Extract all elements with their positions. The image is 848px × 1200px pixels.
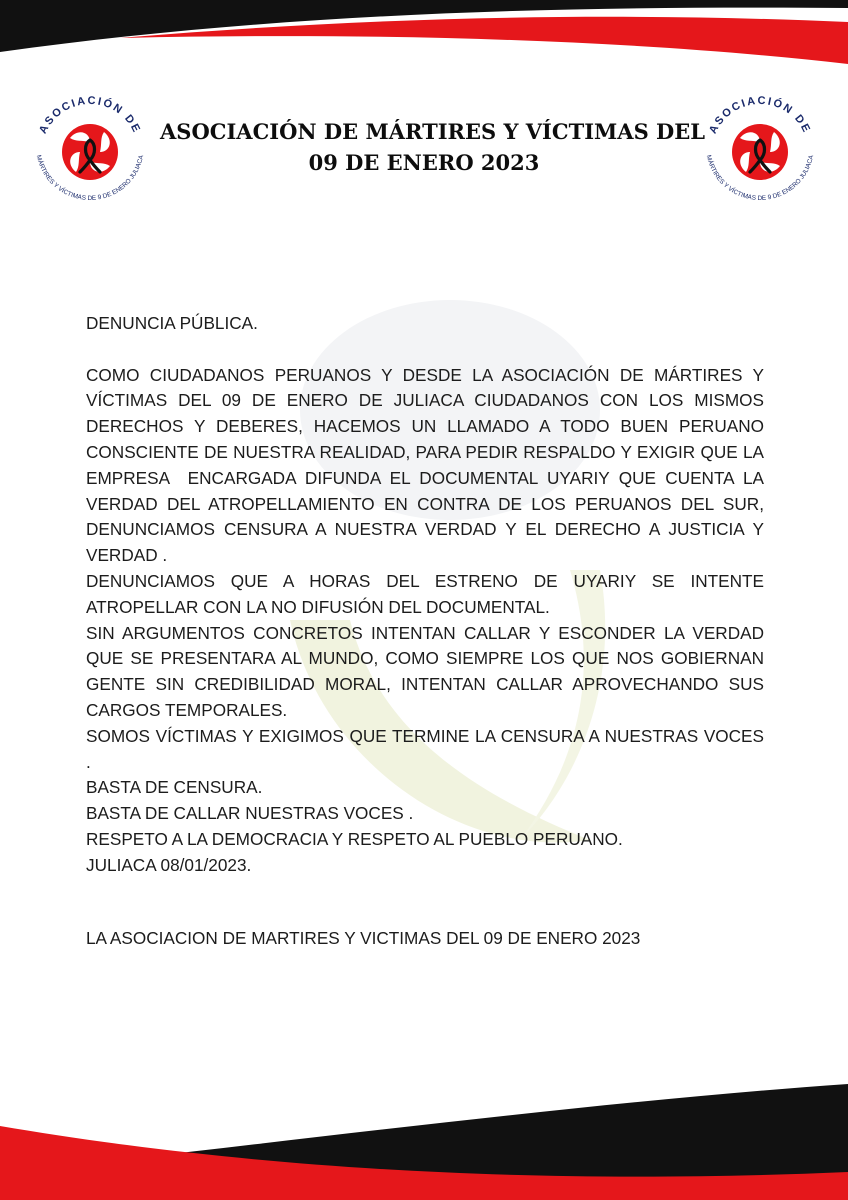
letter-paragraph: SOMOS VÍCTIMAS Y EXIGIMOS QUE TERMINE LA CENSURA A NUESTRAS VOCES . — [86, 725, 769, 772]
title-line-2: 09 DE ENERO 2023 — [308, 150, 540, 175]
letter-paragraph: DENUNCIAMOS QUE A HORAS DEL ESTRENO DE UYARIY SE INTENTE ATROPELLAR CON LA NO DIFUSIÓN DEL DOCUMENTAL. — [86, 570, 768, 617]
top-decorative-band — [0, 0, 848, 90]
title-line-1: ASOCIACIÓN DE MÁRTIRES Y VÍCTIMAS DEL — [160, 119, 706, 144]
logo-arc-bottom-text: MÁRTIRES Y VÍCTIMAS DE 9 DE ENERO JULIACA — [704, 154, 816, 203]
closing-line: BASTA DE CALLAR NUESTRAS VOCES . — [86, 803, 414, 824]
letter-body — [86, 311, 769, 879]
logo-arc-top-text: ASOCIACIÓN DE — [37, 94, 143, 136]
hands-emblem-icon — [62, 124, 118, 180]
bottom-decorative-band — [0, 1060, 848, 1200]
logo-arc-bottom-text: MÁRTIRES Y VÍCTIMAS DE 9 DE ENERO JULIACA — [34, 154, 146, 203]
closing-line: RESPETO A LA DEMOCRACIA Y RESPETO AL PUEBLO PERUANO. — [86, 828, 623, 849]
closing-line: JULIACA 08/01/2023. — [86, 854, 252, 875]
letter-paragraph: COMO CIUDADANOS PERUANOS Y DESDE LA ASOCIACIÓN DE MÁRTIRES Y VÍCTIMAS DEL 09 DE ENERO DE JULIACA CIUDADANOS CON LOS MISMOS DERECHOS Y DEBERES, HACEMOS UN LLAMADO A TODO BUEN PERUANO CONSCIENTE DE NUESTRA REALIDAD, PARA PEDIR RESPALDO Y EXIGIR QUE LA EMPRESA ENCARGADA DIFUNDA EL DOCUMENTAL UYARIY QUE CUENTA LA VERDAD DEL ATROPELLAMIENTO EN CONTRA DE LOS PERUANOS DEL SUR, DENUNCIAMOS CENSURA A NUESTRA VERDAD Y EL DERECHO A JUSTICIA Y VERDAD . — [86, 364, 769, 566]
association-logo-left — [20, 80, 160, 220]
logo-arc-top-text: ASOCIACIÓN DE — [707, 94, 813, 136]
document-title — [160, 116, 706, 178]
letter-paragraph: SIN ARGUMENTOS CONCRETOS INTENTAN CALLAR Y ESCONDER LA VERDAD QUE SE PRESENTARA AL MUNDO, COMO SIEMPRE LOS QUE NOS GOBIERNAN GENTE SIN CREDIBILIDAD MORAL, INTENTAN CALLAR APROVECHANDO SUS CARGOS TEMPORALES. — [86, 622, 769, 720]
hands-emblem-icon — [732, 124, 788, 180]
association-logo-right — [690, 80, 830, 220]
signature-line: LA ASOCIACION DE MARTIRES Y VICTIMAS DEL 09 DE ENERO 2023 — [86, 928, 641, 948]
letter-heading: DENUNCIA PÚBLICA. — [86, 313, 258, 333]
closing-line: BASTA DE CENSURA. — [86, 777, 263, 798]
